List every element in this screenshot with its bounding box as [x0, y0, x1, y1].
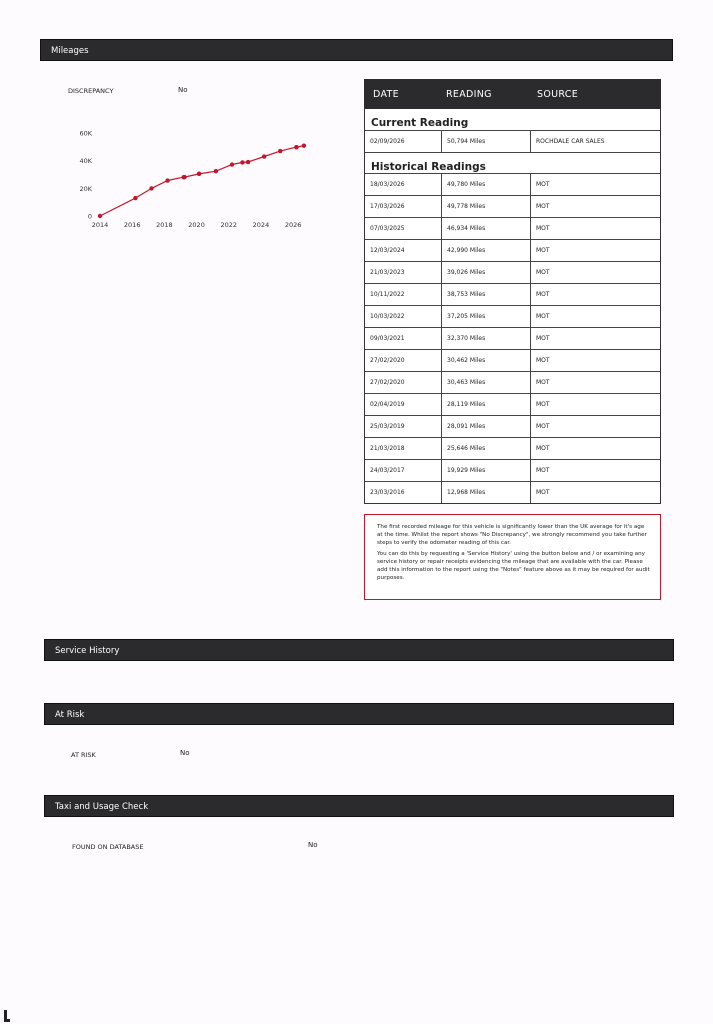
data-point	[197, 172, 201, 176]
data-point	[149, 186, 153, 190]
cell-source: MOT	[536, 225, 550, 232]
table-row	[365, 437, 660, 459]
header-source: SOURCE	[537, 88, 579, 100]
table-row	[365, 371, 660, 393]
service-history-header	[44, 639, 674, 661]
cell-reading: 28,119 Miles	[442, 394, 531, 415]
x-tick-label: 2026	[284, 221, 302, 229]
cell-source: MOT	[536, 291, 550, 298]
data-point	[294, 145, 298, 149]
cell-date: 18/03/2026	[365, 174, 442, 195]
cell-reading: 46,934 Miles	[442, 218, 531, 239]
discrepancy-value: No	[178, 86, 188, 94]
cell-date: 07/03/2025	[365, 218, 442, 239]
cell-date: 10/03/2022	[365, 306, 442, 327]
cell-source: MOT	[536, 445, 550, 452]
header-reading: READING	[446, 88, 492, 100]
cell-source: MOT	[536, 247, 550, 254]
cell-reading: 49,778 Miles	[442, 196, 531, 217]
current-reading-row	[365, 130, 660, 152]
cell-reading: 42,990 Miles	[442, 240, 531, 261]
data-point	[262, 154, 266, 158]
mileage-chart	[60, 122, 320, 237]
table-row	[365, 283, 660, 305]
taxi-usage-header	[44, 795, 674, 817]
cell-date: 02/04/2019	[365, 394, 442, 415]
at-risk-value: No	[180, 749, 190, 757]
data-point	[214, 169, 218, 173]
cell-date: 24/03/2017	[365, 460, 442, 481]
cell-source: MOT	[536, 203, 550, 210]
table-row	[365, 261, 660, 283]
x-tick-label: 2014	[91, 221, 109, 229]
x-tick-label: 2022	[220, 221, 238, 229]
cell-reading: 25,646 Miles	[442, 438, 531, 459]
data-point	[133, 196, 137, 200]
cell-date: 12/03/2024	[365, 240, 442, 261]
mileage-line	[100, 146, 304, 216]
data-point	[182, 175, 186, 179]
x-tick-label: 2020	[188, 221, 205, 229]
readings-table	[364, 79, 661, 504]
cell-source: MOT	[536, 401, 550, 408]
current-reading: 50,794 Miles	[442, 131, 531, 152]
cell-date: 17/03/2026	[365, 196, 442, 217]
table-row	[365, 393, 660, 415]
table-row	[365, 195, 660, 217]
cell-source: MOT	[536, 335, 550, 342]
cell-date: 21/03/2023	[365, 262, 442, 283]
data-point	[240, 160, 244, 164]
cell-reading: 32,370 Miles	[442, 328, 531, 349]
cell-date: 09/03/2021	[365, 328, 442, 349]
table-row	[365, 327, 660, 349]
y-tick-label: 40K	[79, 157, 92, 166]
data-point	[246, 160, 250, 164]
service-history-title: Service History	[55, 646, 120, 656]
at-risk-header	[44, 703, 674, 725]
taxi-usage-title: Taxi and Usage Check	[55, 802, 149, 812]
y-tick-label: 20K	[79, 184, 92, 193]
at-risk-label: AT RISK	[71, 751, 96, 759]
table-row	[365, 173, 660, 195]
cell-reading: 12,968 Miles	[442, 482, 531, 503]
table-row	[365, 349, 660, 371]
cell-date: 10/11/2022	[365, 284, 442, 305]
table-row	[365, 481, 660, 503]
cell-reading: 38,753 Miles	[442, 284, 531, 305]
table-row	[365, 459, 660, 481]
y-tick-label: 0	[87, 212, 92, 221]
data-point	[165, 178, 169, 182]
cell-date: 23/03/2016	[365, 482, 442, 503]
discrepancy-note	[364, 514, 661, 600]
found-on-database-label: FOUND ON DATABASE	[72, 843, 144, 851]
cell-source: MOT	[536, 489, 550, 496]
cell-reading: 30,463 Miles	[442, 372, 531, 393]
x-tick-label: 2024	[252, 221, 270, 229]
cell-date: 27/02/2020	[365, 372, 442, 393]
data-point	[98, 214, 102, 218]
table-row	[365, 217, 660, 239]
cell-date: 21/03/2018	[365, 438, 442, 459]
cell-reading: 30,462 Miles	[442, 350, 531, 371]
historical-readings-title: Historical Readings	[365, 152, 660, 173]
y-tick-label: 60K	[79, 129, 92, 138]
at-risk-title: At Risk	[55, 710, 85, 720]
cell-source: MOT	[536, 181, 550, 188]
table-row	[365, 305, 660, 327]
current-date: 02/09/2026	[365, 131, 442, 152]
note-paragraph-2: You can do this by requesting a 'Service History' using the button below and / or examining any service history or repair receipts evidencing the mileage that are available with the car. Please add this information to the report using the "Notes" feature above as it may be required for audit purposes.	[377, 551, 650, 581]
crop-mark-foot	[4, 1019, 10, 1022]
header-date: DATE	[373, 88, 399, 100]
cell-source: MOT	[536, 467, 550, 474]
data-point	[230, 162, 234, 166]
table-header	[364, 79, 661, 109]
cell-reading: 39,026 Miles	[442, 262, 531, 283]
cell-date: 27/02/2020	[365, 350, 442, 371]
current-source: ROCHDALE CAR SALES	[536, 138, 605, 145]
cell-source: MOT	[536, 423, 550, 430]
note-paragraph-1: The first recorded mileage for this vehicle is significantly lower than the UK average for it's age at the time. Whilst the report shows "No Discrepancy", we strongly recommend you take further steps to verify the odometer reading of this car.	[377, 524, 647, 546]
cell-reading: 49,780 Miles	[442, 174, 531, 195]
cell-date: 25/03/2019	[365, 416, 442, 437]
mileages-header	[40, 39, 673, 61]
data-point	[302, 144, 306, 148]
cell-reading: 37,205 Miles	[442, 306, 531, 327]
cell-source: MOT	[536, 313, 550, 320]
current-reading-title: Current Reading	[371, 117, 469, 129]
mileages-title: Mileages	[51, 46, 89, 56]
cell-reading: 19,929 Miles	[442, 460, 531, 481]
data-point	[278, 149, 282, 153]
cell-source: MOT	[536, 357, 550, 364]
cell-source: MOT	[536, 379, 550, 386]
found-on-database-value: No	[308, 841, 318, 849]
x-tick-label: 2018	[156, 221, 173, 229]
discrepancy-label: DISCREPANCY	[68, 87, 114, 95]
cell-source: MOT	[536, 269, 550, 276]
table-row	[365, 415, 660, 437]
cell-reading: 28,091 Miles	[442, 416, 531, 437]
table-row	[365, 239, 660, 261]
x-tick-label: 2016	[123, 221, 141, 229]
